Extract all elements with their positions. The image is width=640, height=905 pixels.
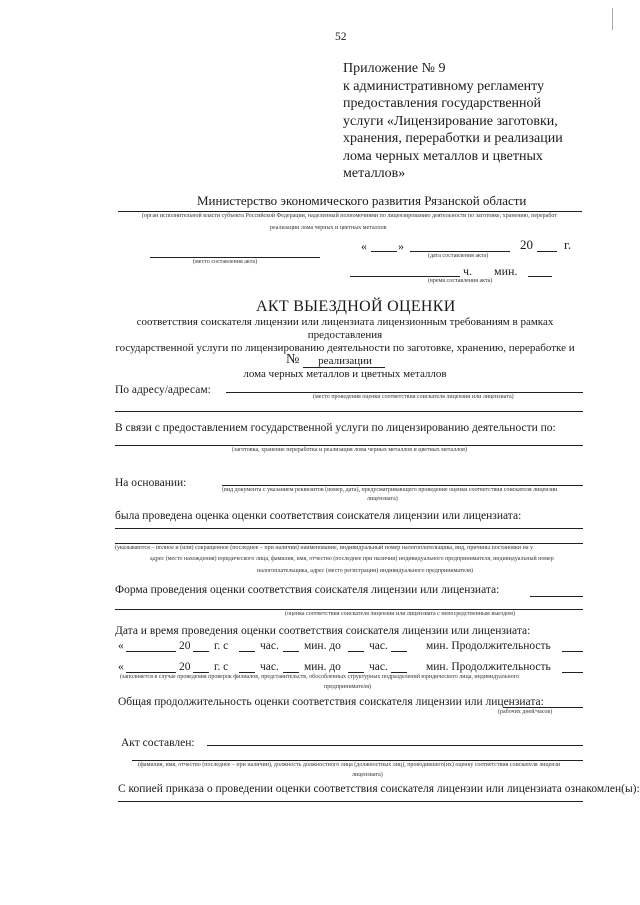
row1-hour: час. (260, 640, 279, 652)
familiar-line[interactable] (118, 801, 583, 802)
date-year: 20 (520, 237, 533, 252)
row2-date-line[interactable] (126, 672, 176, 673)
date-year-line[interactable] (537, 251, 557, 252)
act-subtitle-line: лома черных металлов и цветных металлов (243, 368, 447, 380)
row2-duration-line[interactable] (562, 672, 583, 673)
compiled-note: (фамилия, имя, отчество (последнее – при наличии), должность должностного лица (должностных лиц), проводившего(их) оценку соответствия соискателя лицензи (138, 762, 561, 768)
appendix-line: предоставления государственной (343, 96, 542, 111)
row2-hour: час. (260, 661, 279, 673)
row1-to-min[interactable] (391, 651, 407, 652)
appendix-line: Приложение № 9 (343, 61, 446, 76)
address-line[interactable] (226, 392, 583, 393)
row2-from-hour[interactable] (239, 672, 255, 673)
scan-edge-mark (612, 8, 613, 30)
place-note: (место составления акта) (193, 259, 258, 265)
total-label: Общая продолжительность оценки соответствия соискателя лицензии или лицензиата: (118, 696, 544, 708)
time-hour-line[interactable] (350, 276, 460, 277)
form-note: (оценка соответствия соискателя лицензии или лицензиата с непосредственным выездом) (285, 611, 515, 617)
conducted-label: была проведена оценка оценки соответствия соискателя лицензии или лицензиата: (115, 510, 522, 522)
connection-line[interactable] (115, 445, 583, 446)
page-number: 52 (335, 31, 347, 43)
familiar-label: С копией приказа о проведении оценки соответствия соискателя лицензии или лицензиата ознакомлен(ы): (118, 783, 640, 795)
place-line (150, 257, 320, 258)
row2-quote: « (118, 661, 124, 673)
ministry-name: Министерство экономического развития Рязанской области (197, 193, 527, 208)
time-min-line[interactable] (528, 276, 552, 277)
time-note: (время составления акта) (428, 278, 493, 284)
compiled-label: Акт составлен: (121, 737, 195, 749)
row1-year-line[interactable] (193, 651, 209, 652)
appendix-line: услуги «Лицензирование заготовки, (343, 113, 558, 129)
date-quote-close: » (398, 239, 404, 253)
row2-hour2: час. (369, 661, 388, 673)
connection-label: В связи с предоставлением государственной услуги по лицензированию деятельности по: (115, 422, 556, 434)
row1-quote: « (118, 640, 124, 652)
row1-from: г. с (214, 640, 229, 652)
row1-hour2: час. (369, 640, 388, 652)
row1-min-to: мин. до (304, 640, 341, 652)
act-subtitle-line: соответствия соискателя лицензии или лицензиата лицензионным требованиям в рамках предоставления (136, 316, 554, 341)
compiled-line-2[interactable] (132, 760, 583, 761)
ministry-note-2: реализации лома черных и цветных металлов (270, 225, 387, 231)
time-hour-label: ч. (463, 264, 473, 278)
row2-to-hour[interactable] (348, 672, 364, 673)
conducted-note-3: налогоплательщика, адрес (место регистрации) индивидуального предпринимателя) (257, 568, 473, 574)
date-year-suffix: г. (564, 237, 572, 252)
row1-year: 20 (179, 640, 191, 652)
datetime-note: (заполняется в случае проведения проверок филиалов, представительств, обособленных структурных подразделений юридического лица, индивидуального (120, 674, 520, 680)
conducted-line[interactable] (115, 528, 583, 529)
appendix-line: к административному регламенту (343, 78, 545, 94)
form-line-2[interactable] (115, 609, 583, 610)
basis-line[interactable] (222, 485, 583, 486)
conducted-line-2[interactable] (115, 543, 583, 544)
date-day-line[interactable] (371, 251, 397, 252)
row1-from-min[interactable] (283, 651, 299, 652)
appendix-line: хранения, переработки и реализации (343, 131, 563, 146)
date-month-line[interactable] (410, 251, 510, 252)
act-title: АКТ ВЫЕЗДНОЙ ОЦЕНКИ (256, 298, 456, 315)
row1-date-line[interactable] (126, 651, 176, 652)
conducted-note-2: адрес (место нахождения) юридического лица, фамилия, имя, отчество (последнее при наличии) индивидуального предпринимателя, индивидуальный номер (150, 556, 554, 562)
act-subtitle-line: государственной услуги по лицензированию деятельности по заготовке, хранению, переработке и реализации (115, 342, 575, 367)
total-note: (рабочих дней/часов) (498, 709, 553, 715)
ministry-line (118, 211, 582, 212)
compiled-line[interactable] (207, 745, 583, 746)
basis-label: На основании: (115, 477, 187, 489)
form-label: Форма проведения оценки соответствия соискателя лицензии или лицензиата: (115, 584, 500, 596)
connection-note: (заготовка, хранение переработка и реализация лома черных металлов и цветных металлов) (232, 447, 467, 453)
row1-to-hour[interactable] (348, 651, 364, 652)
row1-duration-line[interactable] (562, 651, 583, 652)
conducted-note: (указываются – полное и (или) сокращенное (последнее – при наличии) наименование, индивидуальный номер налогоплательщика, вид, причины постановки на у (115, 545, 533, 551)
act-subtitle (100, 316, 590, 381)
row2-from-min[interactable] (283, 672, 299, 673)
address-label: По адресу/адресам: (115, 384, 211, 396)
row2-year-line[interactable] (193, 672, 209, 673)
row1-duration: мин. Продолжительность (426, 640, 551, 652)
row2-year: 20 (179, 661, 191, 673)
date-quote-open: « (361, 239, 367, 253)
ministry-note: (орган исполнительной власти субъекта Российской Федерации, наделенный полномочиями по лицензированию деятельности по заготовке, хранению, переработ (142, 213, 557, 219)
appendix-line: лома черных металлов и цветных (343, 148, 543, 164)
compiled-note-2: лицензиата) (352, 772, 383, 778)
number-sign: № (286, 352, 300, 367)
row2-min-to: мин. до (304, 661, 341, 673)
address-note: (место проведения оценки соответствия соискателя лицензии или лицензиата) (313, 394, 514, 400)
row2-from: г. с (214, 661, 229, 673)
basis-note: (вид документа с указанием реквизитов (номер, дата), предусматривающего проведение оценки соответствия соискателя лицензии (222, 487, 558, 493)
form-line[interactable] (530, 596, 583, 597)
appendix-line: металлов» (343, 166, 406, 181)
row2-to-min[interactable] (391, 672, 407, 673)
act-number-line[interactable] (303, 367, 385, 368)
row2-duration: мин. Продолжительность (426, 661, 551, 673)
date-note: (дата составления акта) (428, 253, 489, 259)
time-min-label: мин. (494, 264, 518, 278)
basis-note-2: лицензиата) (367, 496, 398, 502)
datetime-note-2: предпринимателя) (324, 684, 371, 690)
row1-from-hour[interactable] (239, 651, 255, 652)
datetime-label: Дата и время проведения оценки соответствия соискателя лицензии или лицензиата: (115, 625, 531, 637)
address-line-2[interactable] (115, 411, 583, 412)
total-line[interactable] (503, 707, 583, 708)
appendix-block (343, 60, 563, 183)
